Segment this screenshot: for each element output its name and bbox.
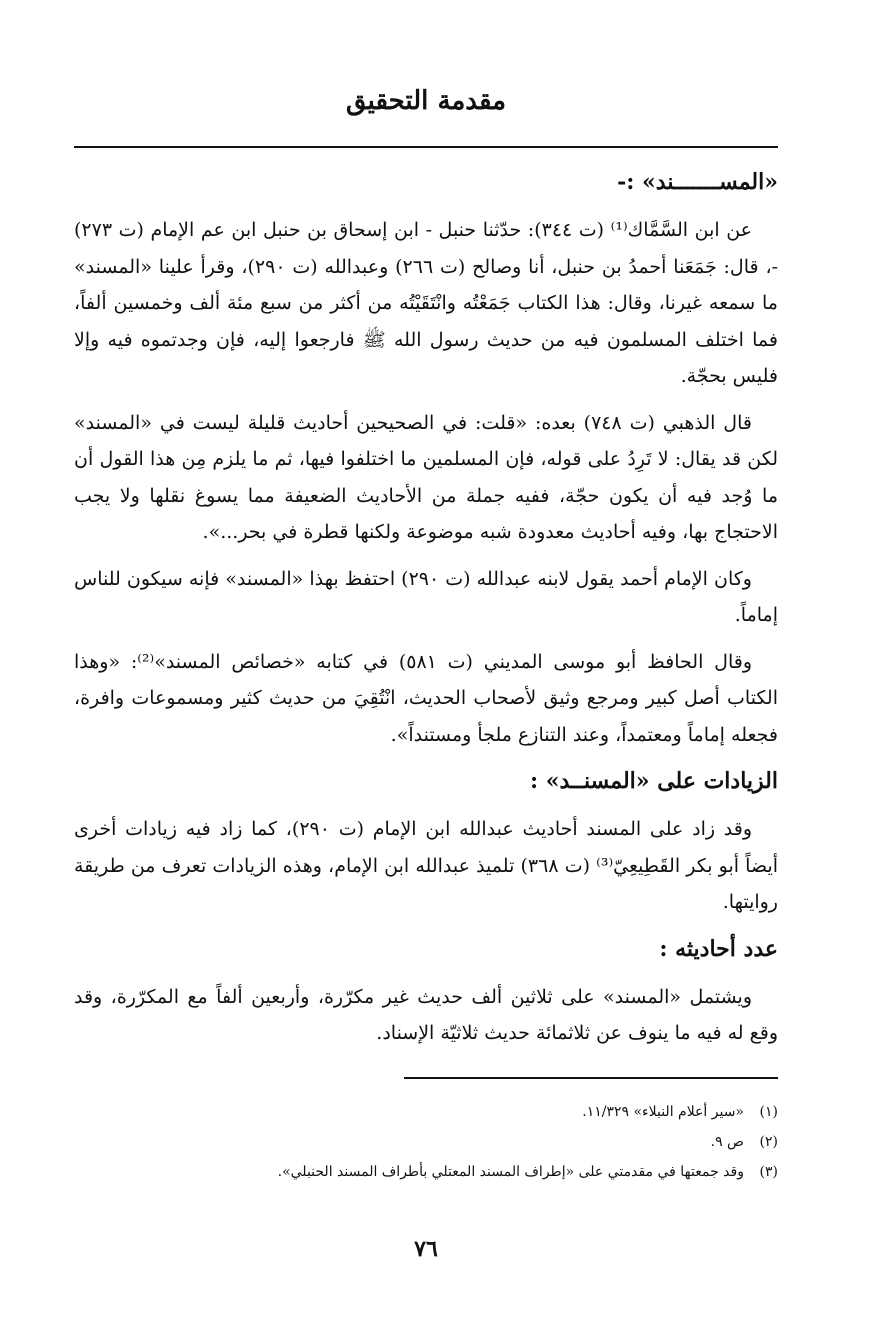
footnote-item — [74, 1097, 778, 1127]
paragraph: ويشتمل «المسند» على ثلاثين ألف حديث غير مكرّرة، وأربعين ألفاً مع المكرّرة، وقد وقع له فيه ما ينوف عن ثلاثمائة حديث ثلاثيّة الإسناد. — [74, 985, 778, 1044]
footnote-item — [74, 1157, 778, 1187]
paragraph: وكان الإمام أحمد يقول لابنه عبدالله (ت ٢٩٠) احتفظ بهذا «المسند» فإنه سيكون للناس إماماً. — [74, 567, 778, 626]
footnote-text: وقد جمعتها في مقدمتي على «إطراف المسند المعتلي بأطراف المسند الحنبلي». — [277, 1164, 744, 1180]
footnote-number: (١) — [759, 1104, 778, 1120]
section-heading: «المســـــــند» :- — [617, 169, 778, 195]
footnote-text: «سير أعلام النبلاء» ١١/٣٢٩. — [582, 1104, 744, 1120]
section-heading: الزيادات على «المسنــد» : — [530, 768, 778, 794]
paragraph: وقد زاد على المسند أحاديث عبدالله ابن الإمام (ت ٢٩٠)، كما زاد فيه زيادات أخرى أيضاً أبو بكر القَطِيعِيّ⁽³⁾ (ت ٣٦٨) تلميذ عبدالله ابن الإمام، وهذه الزيادات تعرف من طريقة روايتها. — [74, 818, 779, 913]
footnote-number: (٢) — [759, 1134, 778, 1150]
main-text — [74, 164, 778, 1062]
footnote-number: (٣) — [759, 1164, 778, 1180]
paragraph: عن ابن السَّمَّاك⁽¹⁾ (ت ٣٤٤): حدّثنا حنبل - ابن إسحاق بن حنبل ابن عم الإمام (ت ٢٧٣) -، قال: جَمَعَنا أحمدُ بن حنبل، أنا وصالح (ت ٢٦٦) وعبدالله (ت ٢٩٠)، وقرأ علينا «المسند» ما سمعه غيرنا، وقال: هذا الكتاب جَمَعْتُه وانْتَقَيْتُه من أكثر من سبع مئة ألف وخمسين ألفاً، فما اختلف المسلمون فيه من حديث رسول الله ﷺ فارجعوا إليه، فإن وجدتموه فيه وإلا فليس بحجّة. — [74, 219, 778, 387]
section-additions — [74, 763, 778, 921]
section-musnad — [74, 164, 778, 753]
footnote-item — [74, 1127, 778, 1157]
paragraph: قال الذهبي (ت ٧٤٨) بعده: «قلت: في الصحيحين أحاديث قليلة ليست في «المسند» لكن قد يقال: لا تَرِدُ على قوله، فإن المسلمين ما اختلفوا فيها، ثم ما يلزم مِن هذا القول أن ما وُجد فيه أن يكون حجّة، ففيه جملة من الأحاديث الضعيفة مما يسوغ نقلها ولا يجب الاحتجاج بها، وفيه أحاديث معدودة شبه موضوعة ولكنها قطرة في بحر...». — [74, 411, 778, 543]
paragraph: وقال الحافظ أبو موسى المديني (ت ٥٨١) في كتابه «خصائص المسند»⁽²⁾: «وهذا الكتاب أصل كبير ومرجع وثيق لأصحاب الحديث، انْتُقِيَ من حديث كثير ومسموعات وافرة، فجعله إماماً ومعتمداً، وعند التنازع ملجأ ومستنداً». — [74, 650, 778, 746]
section-heading: عدد أحاديثه : — [659, 935, 778, 962]
footnote-divider — [404, 1077, 778, 1079]
page-number: ٧٦ — [414, 1236, 438, 1262]
section-hadith-count — [74, 931, 778, 1052]
header-divider — [74, 146, 778, 148]
footnote-text: ص ٩. — [710, 1134, 744, 1150]
running-header-title: مقدمة التحقيق — [345, 86, 507, 116]
footnotes — [74, 1097, 778, 1187]
